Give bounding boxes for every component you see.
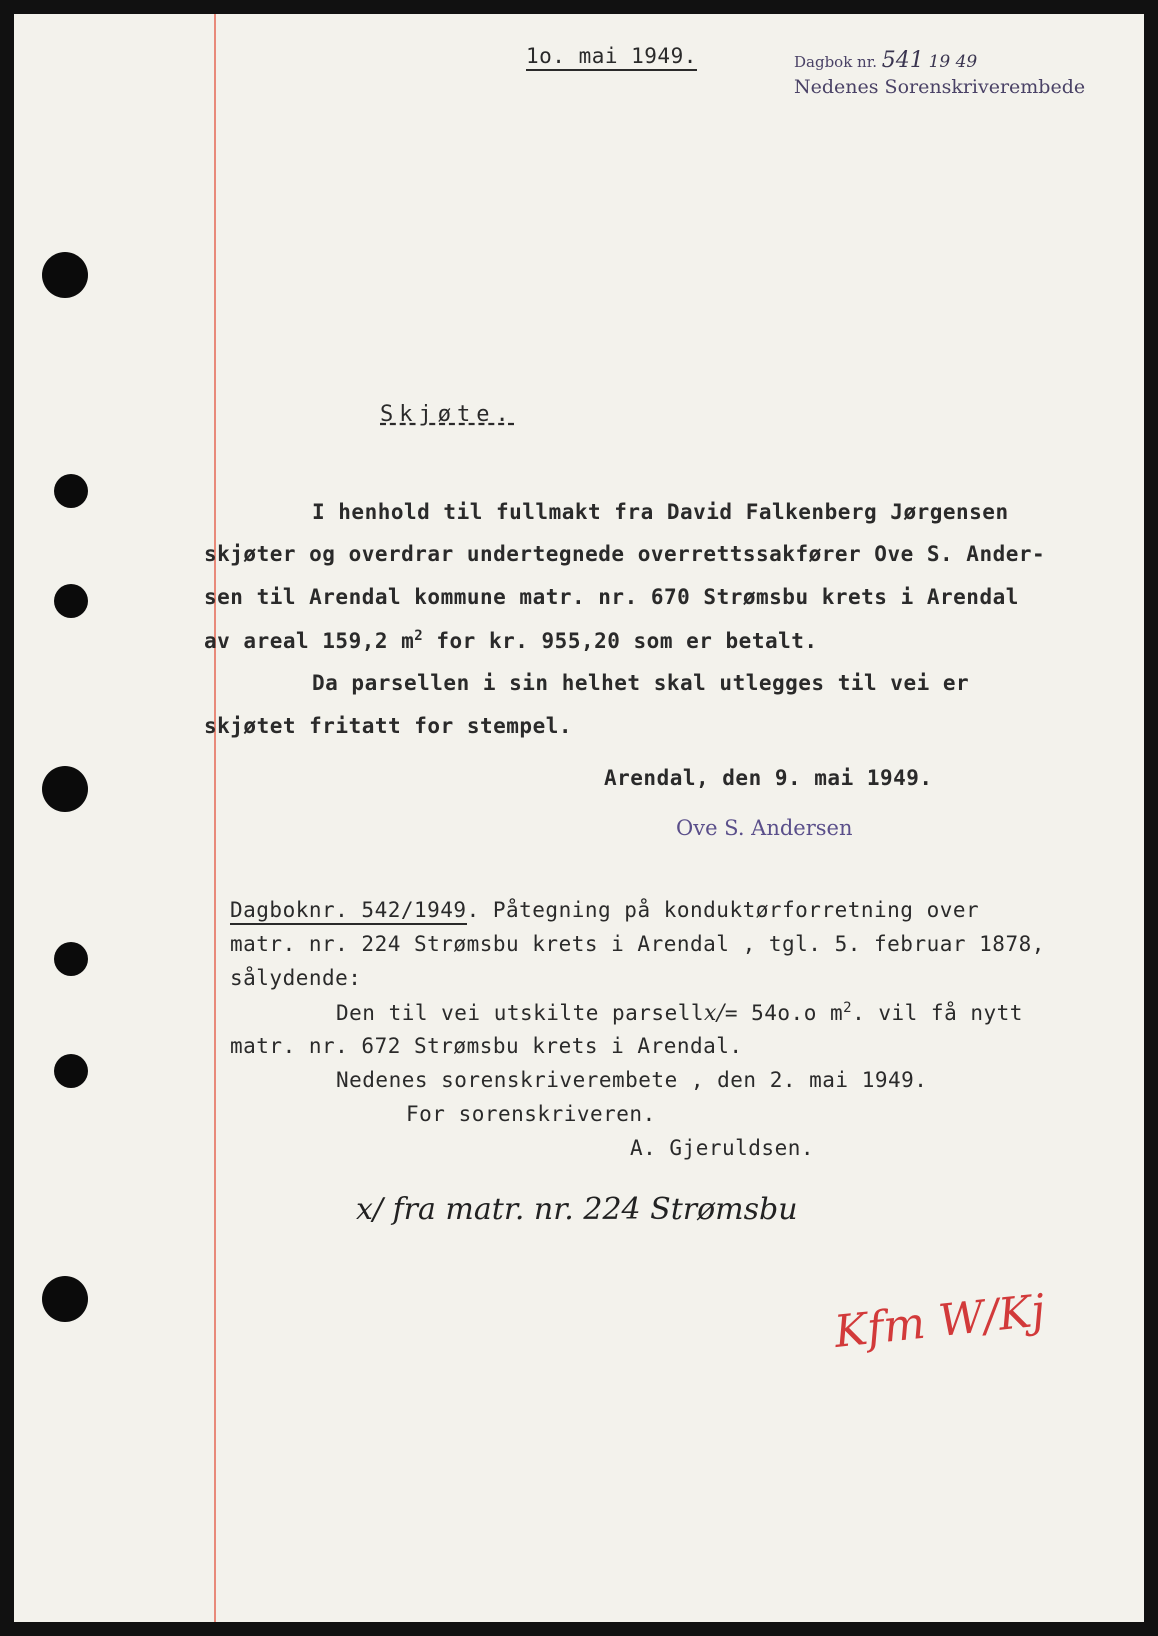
deed-title: Skjøte. (380, 402, 515, 427)
punch-hole (42, 252, 88, 298)
deed-line-4 (204, 628, 818, 653)
punch-hole (42, 766, 88, 812)
deed-line-2: skjøter og overdrar undertegnede overrettssakfører Ove S. Ander- (204, 542, 1046, 566)
endorsement-line-7: For sorenskriveren. (406, 1102, 656, 1126)
endorsement-line-4 (336, 1000, 1023, 1026)
price-text: for kr. 955,20 som er betalt. (436, 629, 818, 653)
parcel-area-sup: 2 (843, 1000, 853, 1016)
red-annotation: Kfm W/Kj (831, 1285, 1048, 1358)
endorsement-line-1-rest: . Påtegning på konduktørforretning over (466, 898, 980, 922)
endorsement-line-6: Nedenes sorenskriverembete , den 2. mai 1949. (336, 1068, 928, 1092)
area-sup: 2 (414, 628, 424, 644)
footnote-mark: x/ (704, 1001, 725, 1026)
handwritten-footnote: x/ fra matr. nr. 224 Strømsbu (356, 1192, 798, 1227)
parcel-end: . vil få nytt (852, 1001, 1023, 1025)
deed-place-date: Arendal, den 9. mai 1949. (604, 766, 933, 790)
endorsement-ref: Dagboknr. 542/1949 (230, 898, 467, 925)
parcel-text: Den til vei utskilte parsell (336, 1001, 705, 1025)
endorsement-line-2: matr. nr. 224 Strømsbu krets i Arendal , tgl. 5. februar 1878, (230, 932, 1045, 956)
margin-line (214, 14, 216, 1622)
stamp-year: 19 49 (928, 52, 978, 72)
punch-hole (54, 1054, 88, 1088)
punch-hole (42, 1276, 88, 1322)
dagbok-stamp (794, 48, 977, 73)
area-text: av areal 159,2 m (204, 629, 415, 653)
endorsement-line-5: matr. nr. 672 Strømsbu krets i Arendal. (230, 1034, 743, 1058)
parcel-area: = 54o.o m (724, 1001, 844, 1025)
deed-line-3: sen til Arendal kommune matr. nr. 670 Strømsbu krets i Arendal (204, 585, 1019, 609)
punch-hole (54, 942, 88, 976)
deed-line-5: Da parsellen i sin helhet skal utlegges til vei er (312, 671, 970, 695)
document-page (14, 14, 1144, 1622)
endorsement-line-3: sålydende: (230, 966, 362, 990)
deed-line-6: skjøtet fritatt for stempel. (204, 714, 573, 738)
punch-hole (54, 474, 88, 508)
stamp-number: 541 (881, 48, 924, 73)
endorsement-line-1 (230, 898, 979, 922)
deed-signature: Ove S. Andersen (676, 816, 853, 840)
stamp-prefix: Dagbok nr. (794, 53, 878, 71)
header-date: 1o. mai 1949. (526, 44, 697, 71)
deed-line-1: I henhold til fullmakt fra David Falkenberg Jørgensen (312, 500, 1009, 524)
punch-hole (54, 584, 88, 618)
endorsement-line-8: A. Gjeruldsen. (630, 1136, 815, 1160)
stamp-office: Nedenes Sorenskriverembede (794, 76, 1086, 98)
